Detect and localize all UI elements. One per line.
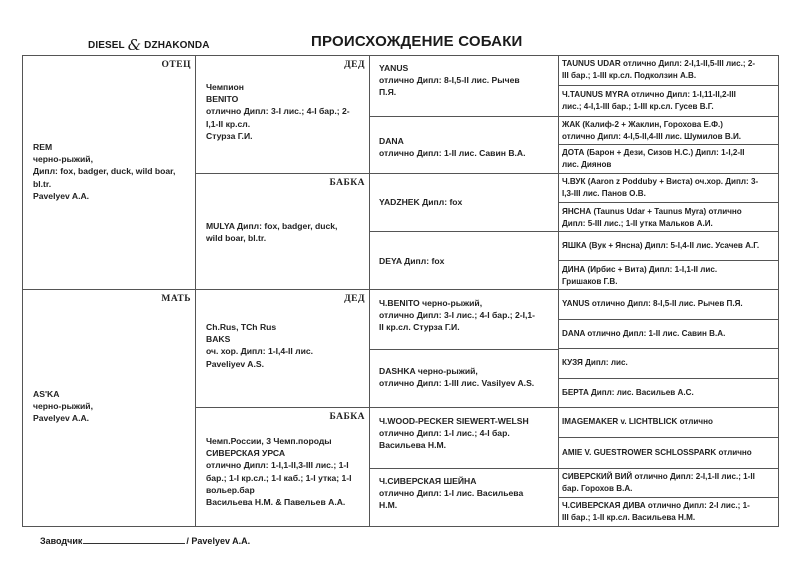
gen3-cell: [369, 173, 559, 232]
gen4-cell: [558, 85, 779, 117]
details-cont: I,3-III лис. Панов О.В.: [562, 189, 646, 199]
dog-name: BENITO: [206, 94, 239, 105]
ancestor-info: [562, 447, 775, 459]
gen3-cell: [369, 55, 559, 117]
dog-name: Ч.WOOD-PECKER SIEWERT-WELSH: [379, 416, 529, 426]
details-cont: Васильева Н.М.: [379, 440, 447, 451]
breeder-label: Заводчик: [40, 536, 83, 546]
gen4-cell: [558, 231, 779, 261]
breeder-signature-line: [40, 536, 250, 546]
mother-color: черно-рыжий,: [33, 401, 93, 412]
gen3-cell: [369, 407, 559, 469]
father-label: ОТЕЦ: [161, 60, 191, 70]
gen3-cell: [369, 349, 559, 408]
details: ЯНСНА (Taunus Udar + Taunus Myra) отлично: [562, 207, 742, 216]
ancestor-info: [562, 240, 775, 252]
ancestor-info: [379, 135, 554, 159]
details: YANUS отлично Дипл: 8-I,5-II лис. Рычев П.Я.: [562, 299, 743, 308]
diplomas: оч. хор. Дипл: 1-I,4-II лис.: [206, 346, 314, 357]
gen4-cell: [558, 319, 779, 349]
mother-info: [33, 388, 191, 425]
gen3-cell: [369, 468, 559, 527]
details: отлично Дипл: 1-III лис. Vasilyev A.S.: [379, 378, 535, 389]
ancestor-info: [562, 264, 775, 288]
details: КУЗЯ Дипл: лис.: [562, 358, 628, 367]
gen3-cell: [369, 231, 559, 290]
diplomas-cont: вольер.бар: [206, 484, 255, 495]
details: Ч.СИВЕРСКАЯ ДИВА отлично Дипл: 2-I лис.; 1-: [562, 501, 750, 510]
kennel-name: [88, 34, 210, 52]
father-color: черно-рыжий,: [33, 154, 93, 165]
details: ЯШКА (Вук + Янсна) Дипл: 5-I,4-II лис. Усачев А.Г.: [562, 241, 760, 250]
gen4-cell: [558, 173, 779, 203]
ancestor-info: [562, 387, 775, 399]
gen4-cell: [558, 144, 779, 174]
details: AMIE V. GUESTROWER SCHLOSSPARK отлично: [562, 448, 752, 457]
father-diplomas: Дипл: fox, badger, duck, wild boar,: [33, 166, 176, 177]
signature-blank: [83, 536, 185, 544]
kennel-left: DIESEL: [88, 40, 125, 51]
dog-name: СИВЕРСКАЯ УРСА: [206, 448, 286, 459]
details: отлично Дипл: 3-I лис.; 4-I бар.; 2-I,1-: [379, 310, 536, 321]
details: отлично Дипл: 8-I,5-II лис. Рычев: [379, 75, 520, 86]
ancestor-info: [562, 58, 775, 82]
ancestor-info: [379, 475, 554, 512]
details-cont: П.Я.: [379, 87, 397, 98]
details: отлично Дипл: 1-I лис.; 4-I бар.: [379, 428, 510, 439]
ancestor-info: [562, 357, 775, 369]
father-owner: Pavelyev A.A.: [33, 190, 90, 201]
details: БЕРТА Дипл: лис. Васильев А.С.: [562, 388, 694, 397]
details: ДОТА (Барон + Дези, Сизов Н.С.) Дипл: 1-I,2-II: [562, 148, 745, 157]
details-cont: бар. Горохов В.А.: [562, 484, 633, 494]
paternal-grandfather-info: [206, 81, 365, 142]
grandfather-label: ДЕД: [344, 294, 365, 304]
ancestor-info: [562, 328, 775, 340]
ancestor-info: [562, 206, 775, 230]
details-cont: III бар.; 1-III кр.сл. Подколзин А.В.: [562, 71, 697, 81]
owner: Васильева Н.М. & Павельев А.А.: [206, 497, 346, 508]
grandmother-label: БАБКА: [329, 412, 365, 422]
gen4-cell: [558, 55, 779, 86]
gen4-cell: [558, 289, 779, 320]
gen4-cell: [558, 497, 779, 527]
grandfather-label: ДЕД: [344, 60, 365, 70]
details-cont: лис. Диянов: [562, 160, 612, 170]
father-diplomas-cont: bl.tr.: [33, 178, 52, 189]
details: DANA отлично Дипл: 1-II лис. Савин В.А.: [562, 329, 726, 338]
mother-label: МАТЬ: [161, 294, 191, 304]
gen3-cell: [369, 116, 559, 174]
dog-name: YANUS: [379, 63, 409, 73]
details: ДИНА (Ирбис + Вита) Дипл: 1-I,1-II лис.: [562, 265, 718, 274]
gen4-cell: [558, 348, 779, 379]
dog-name: DANA: [379, 136, 404, 146]
details-cont: III бар.; 1-II кр.сл. Васильева Н.М.: [562, 513, 696, 523]
father-info: [33, 141, 191, 202]
paternal-grandmother-info: [206, 220, 365, 244]
mother-name: AS'KA: [33, 389, 60, 399]
details: отлично Дипл: 1-I лис. Васильева: [379, 488, 524, 499]
dog-name-diplomas: MULYA Дипл: fox, badger, duck,: [206, 221, 338, 231]
diplomas-cont: wild boar, bl.tr.: [206, 233, 267, 244]
gen4-cell: [558, 468, 779, 498]
diplomas: отлично Дипл: 3-I лис.; 4-I бар.; 2-: [206, 106, 350, 117]
ancestor-info: [562, 298, 775, 310]
kennel-right: DZHAKONDA: [144, 40, 210, 51]
details-cont: отлично Дипл: 4-I,5-II,4-III лис. Шумилов В.И.: [562, 132, 742, 142]
details-cont: Н.М.: [379, 500, 398, 511]
details-cont: Гришаков Г.В.: [562, 277, 618, 287]
owner: Paveliyev A.S.: [206, 358, 264, 369]
dog-name: DASHKA черно-рыжий,: [379, 366, 478, 376]
ancestor-info: [379, 255, 554, 267]
ancestor-info: [562, 500, 775, 524]
title-line: Чемп.России, 3 Чемп.породы: [206, 436, 332, 446]
ancestor-info: [562, 147, 775, 171]
gen4-cell: [558, 116, 779, 145]
breeder-name: / Pavelyev A.A.: [186, 536, 251, 546]
title-line: Чемпион: [206, 82, 244, 92]
details: отлично Дипл: 1-II лис. Савин В.А.: [379, 148, 526, 159]
pedigree-table: [22, 55, 779, 527]
details: IMAGEMAKER v. LICHTBLICK отлично: [562, 417, 713, 426]
details-cont: II кр.сл. Стурза Г.И.: [379, 322, 460, 333]
ancestor-info: [379, 62, 554, 99]
ancestor-info: [379, 365, 554, 389]
grandmother-label: БАБКА: [329, 178, 365, 188]
details: Ч.ВУК (Aaron z Podduby + Виста) оч.хор. Дипл: 3-: [562, 177, 759, 186]
diplomas: отлично Дипл: 1-I,1-II,3-III лис.; 1-I: [206, 460, 349, 471]
paternal-grandfather-cell: [195, 55, 370, 174]
father-cell: [22, 55, 196, 290]
dog-name: Ч.СИВЕРСКАЯ ШЕЙНА: [379, 476, 477, 486]
maternal-grandfather-info: [206, 321, 365, 370]
gen4-cell: [558, 407, 779, 438]
mother-owner: Pavelyev A.A.: [33, 413, 90, 424]
maternal-grandfather-cell: [195, 289, 370, 408]
details: TAUNUS UDAR отлично Дипл: 2-I,1-II,5-III лис.; 2-: [562, 59, 756, 68]
dog-name-details: YADZHEK Дипл: fox: [379, 197, 463, 207]
details: СИВЕРСКИЙ ВИЙ отлично Дипл: 2-I,1-II лис.; 1-II: [562, 472, 755, 481]
ancestor-info: [562, 176, 775, 200]
maternal-grandmother-cell: [195, 407, 370, 527]
ampersand-glyph: &: [127, 36, 142, 54]
dog-name-details: DEYA Дипл: fox: [379, 256, 445, 266]
details-cont: Дипл: 5-III лис.; 1-II утка Мальков А.И.: [562, 219, 713, 229]
ancestor-info: [562, 416, 775, 428]
gen4-cell: [558, 437, 779, 469]
details: ЖАК (Калиф-2 + Жаклин, Горохова Е.Ф.): [562, 120, 723, 129]
page-title: ПРОИСХОЖДЕНИЕ СОБАКИ: [311, 33, 523, 50]
gen4-cell: [558, 260, 779, 290]
owner: Стурза Г.И.: [206, 130, 253, 141]
father-name: REM: [33, 142, 53, 152]
dog-name: BAKS: [206, 334, 231, 345]
gen4-cell: [558, 202, 779, 232]
ancestor-info: [379, 196, 554, 208]
ancestor-info: [562, 471, 775, 495]
maternal-grandmother-info: [206, 435, 365, 508]
paternal-grandmother-cell: [195, 173, 370, 290]
diplomas-cont: I,1-II кр.сл.: [206, 118, 251, 129]
ancestor-info: [379, 415, 554, 452]
ancestor-info: [562, 119, 775, 143]
gen3-cell: [369, 289, 559, 350]
diplomas-cont: бар.; 1-I кр.сл.; 1-I каб.; 1-I утка; 1-I: [206, 472, 352, 483]
title-line: Ch.Rus, TCh Rus: [206, 322, 277, 332]
details-cont: лис.; 4-I,1-III бар.; 1-III кр.сл. Гусев В.Г.: [562, 102, 714, 112]
ancestor-info: [379, 297, 554, 334]
mother-cell: [22, 289, 196, 527]
ancestor-info: [562, 89, 775, 113]
dog-name: Ч.BENITO черно-рыжий,: [379, 298, 483, 308]
gen4-cell: [558, 378, 779, 408]
details: Ч.TAUNUS MYRA отлично Дипл: 1-I,11-II,2-III: [562, 90, 736, 99]
